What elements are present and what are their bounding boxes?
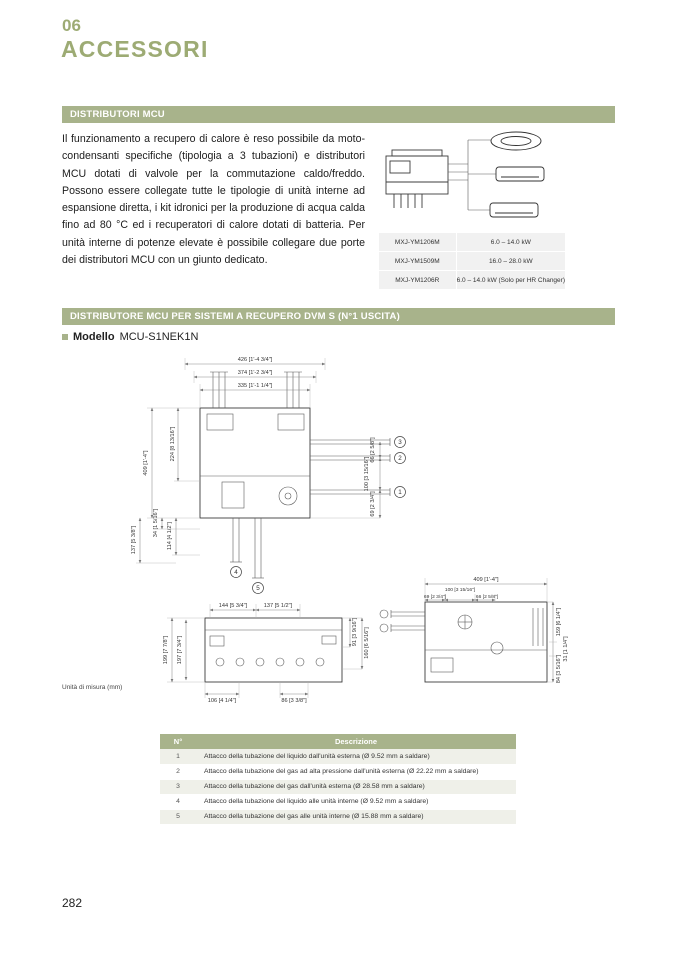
column-header-number: N° (160, 734, 196, 749)
part-description-cell: Attacco della tubazione del gas dall'unità esterna (Ø 28.58 mm a saldare) (196, 779, 516, 794)
table-row (160, 764, 516, 779)
callout-number: 1 (398, 489, 402, 497)
dimension-label: 69 [2 3/4"] (370, 491, 376, 517)
right-pipes (310, 438, 390, 496)
model-value: MCU-S1NEK1N (119, 331, 199, 343)
section-header-distributore-mcu-dvm-s: DISTRIBUTORE MCU PER SISTEMI A RECUPERO DVM S (N°1 USCITA) (62, 308, 615, 325)
piping-lines (448, 140, 496, 210)
side-view-drawing (380, 577, 569, 683)
page-number: 282 (62, 896, 83, 910)
dimension-label: 409 [1'-4"] (143, 450, 149, 476)
model-line (62, 331, 198, 343)
dimension-label: 66 [2 5/8"] (475, 595, 499, 600)
dimension-label: 137 [5 3/8"] (131, 525, 137, 555)
table-row (379, 233, 565, 251)
indoor-units-drawing (490, 132, 544, 217)
part-description-cell: Attacco della tubazione del gas alle unità interne (Ø 15.88 mm a saldare) (196, 809, 516, 824)
table-row (160, 809, 516, 824)
table-row (160, 794, 516, 809)
plan-fittings (216, 658, 324, 666)
section-header-distributori-mcu: DISTRIBUTORI MCU (62, 106, 615, 123)
dimension-label: 160 [6 5/16"] (364, 627, 370, 659)
plan-view-drawing (163, 603, 370, 704)
units-note: Unità di misura (mm) (62, 684, 123, 691)
callout-number: 3 (398, 439, 402, 447)
mcu-models-table (378, 232, 566, 290)
callout-2 (395, 453, 406, 464)
column-header-description: Descrizione (196, 734, 516, 749)
capacity-cell: 16.0 – 28.0 kW (457, 252, 565, 270)
callout-number: 4 (234, 569, 238, 577)
part-number-cell: 2 (160, 764, 196, 779)
callout-4 (231, 567, 242, 578)
dimension-label: 199 [7 7/8"] (163, 635, 169, 665)
dimension-label: 144 [5 3/4"] (218, 603, 248, 609)
dimension-label: 197 [7 3/4"] (177, 635, 183, 665)
dimension-label: 100 [3 15/16"] (444, 588, 476, 593)
part-number-cell: 5 (160, 809, 196, 824)
part-description-cell: Attacco della tubazione del liquido alle unità interne (Ø 9.52 mm a saldare) (196, 794, 516, 809)
dimension-label: 137 [5 1/2"] (263, 603, 293, 609)
callout-number: 5 (256, 585, 260, 593)
dimension-label: 106 [4 1/4"] (207, 698, 237, 704)
dimension-label: 224 [8 13/16"] (170, 426, 176, 462)
table-header-row (160, 734, 516, 749)
part-number-cell: 3 (160, 779, 196, 794)
dimension-label: 374 [1'-2 3/4"] (237, 370, 273, 376)
mcu-system-illustration (378, 128, 568, 226)
capacity-cell: 6.0 – 14.0 kW (Solo per HR Changer) (457, 271, 565, 289)
table-row (379, 271, 565, 289)
dimension-label: 31 [1 1/4"] (563, 636, 569, 662)
dimension-label: 91 [3 9/16"] (352, 617, 358, 647)
callout-number: 2 (398, 455, 402, 463)
dimension-label: 114 [4 1/2"] (167, 521, 173, 551)
dimension-label: 159 [6 1/4"] (556, 607, 562, 637)
part-number-cell: 4 (160, 794, 196, 809)
mcu-unit-drawing (386, 150, 448, 208)
model-label: Modello (73, 331, 115, 343)
capacity-cell: 6.0 – 14.0 kW (457, 233, 565, 251)
model-cell: MXJ-YM1206R (379, 271, 456, 289)
parts-description-table (160, 734, 516, 825)
callout-3 (395, 437, 406, 448)
callout-5 (253, 583, 264, 594)
front-view-drawing (131, 357, 406, 594)
dimension-label: 335 [1'-1 1/4"] (237, 383, 273, 389)
model-cell: MXJ-YM1509M (379, 252, 456, 270)
model-cell: MXJ-YM1206M (379, 233, 456, 251)
part-number-cell: 1 (160, 749, 196, 764)
side-pipes (380, 610, 425, 632)
page-title: ACCESSORI (61, 36, 209, 62)
dimension-label: 84 [3 5/16"] (556, 654, 562, 684)
dimension-label: 66 [2 5/8"] (370, 437, 376, 463)
part-description-cell: Attacco della tubazione del gas ad alta pressione dall'unità esterna (Ø 22.22 mm a saldare) (196, 764, 516, 779)
intro-paragraph: Il funzionamento a recupero di calore è reso possibile da moto-condensanti specifiche (tipologia a 3 tubazioni) e distributori MCU dotati di valvole per la commutazione caldo/freddo. Possono essere collegate tutte le tipologie di unità interne ad espansione diretta, i kit idronici per la produzione di acqua calda fino ad 80 °C ed i recuperatori di calore dotati di batteria. Per unità interne di potenze elevate è possibile collegare due porte dei distributori MCU con un giunto dedicato. (62, 133, 365, 266)
callout-1 (395, 487, 406, 498)
part-description-cell: Attacco della tubazione del liquido dall'unità esterna (Ø 9.52 mm a saldare) (196, 749, 516, 764)
dimension-label: 86 [3 3/8"] (281, 698, 307, 704)
dimension-label: 426 [1'-4 3/4"] (237, 357, 273, 363)
chapter-number: 06 (62, 16, 81, 35)
dimension-label: 100 [3 15/16"] (364, 456, 370, 492)
dimension-label: 34 [1 5/16"] (153, 508, 159, 538)
table-row (160, 779, 516, 794)
square-bullet-icon (62, 334, 68, 340)
dimension-drawings (50, 350, 625, 722)
table-row (379, 252, 565, 270)
dimension-label: 409 [1'-4"] (473, 577, 499, 583)
table-row (160, 749, 516, 764)
dimension-label: 69 [2 3/4"] (423, 595, 447, 600)
